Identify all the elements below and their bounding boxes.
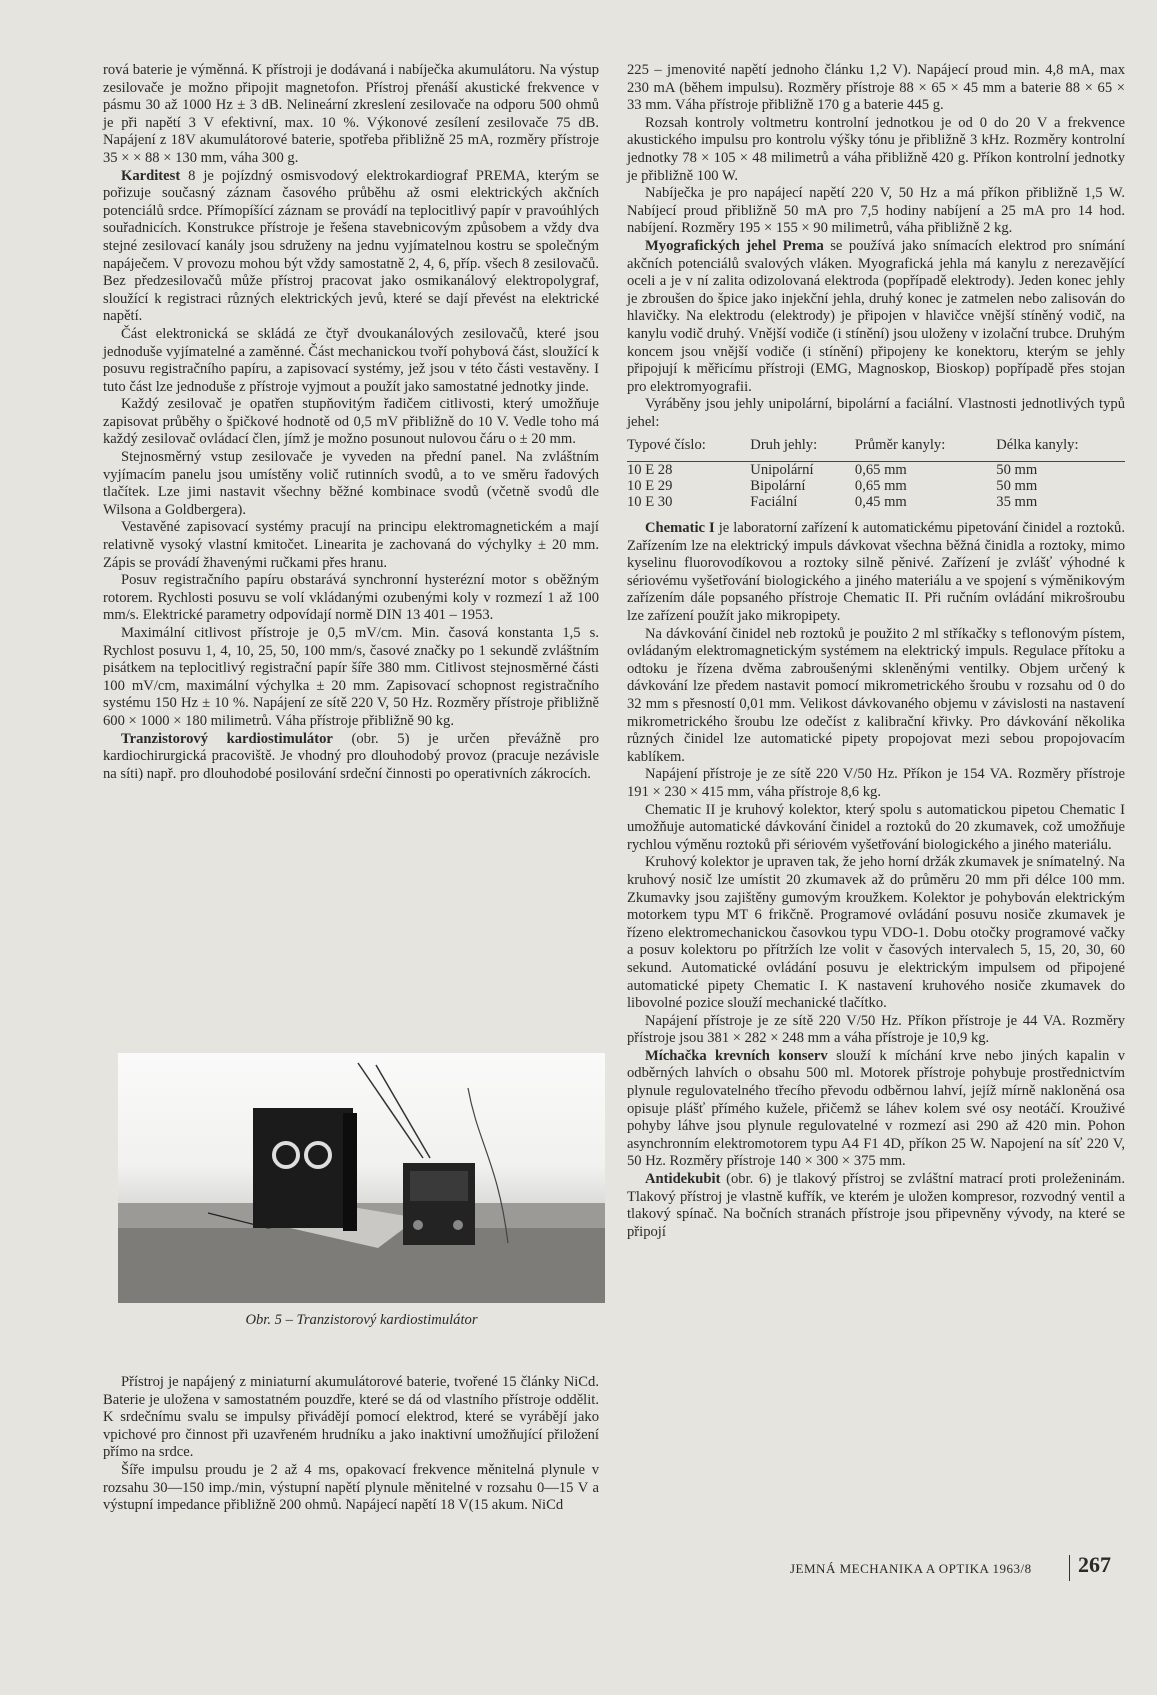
paragraph-myograf: Myografických jehel Prema se používá jako snímacích elektrod pro snímání akčních potenciálů svalových vláken. Myografická jehla má kanylu z nerezavějící oceli a je v ní zalita odizolovaná elektroda (popřípadě elektrody). Jeden konec jehly je zbroušen do špice jako injekční jehla, druhý konec je zatmelen nebo zalisován do hlavičky. Na elektrodu (elektrody) je připojen v hlavičce vnější stíněný vodič, na kanylu vodič druhý. Vnější vodiče (i stínění) jsou uloženy v izolační trubce. Druhým koncem jsou vnější vodiče (i stínění) připojeny ke konektoru, kterým se jehly připojují k měřicímu přístroji (EMG, Magnoskop, Bioskop) popřípadě přes stojan pro elektromyografii.	[627, 237, 1125, 395]
paragraph: Kruhový kolektor je upraven tak, že jeho horní držák zkumavek je snímatelný. Na kruhový nosič lze umístit 20 zkumavek až do průměru 20 mm při délce 100 mm. Zkumavky jsou zajištěny gumovým kroužkem. Kolektor je pohybován elektrickým motorkem typu MT 6 frikčně. Programové ovládání posuvu nosiče zkumavek je řízeno elektromechanickou časovkou typu VDO-1. Dobu otočky programové vačky a posuv kolektoru po přítržích lze volit v časových intervalech 5, 15, 20, 30, 60 sekund. Automatické ovládání posuvu je elektrickým impulsem od připojené automatické pipety Chematic I. K nastavení kruhového nosiče zkumavek do libovolné pozice slouží mechanické tlačítko.	[627, 854, 1125, 1012]
paragraph-michacka: Míchačka krevních konserv slouží k míchání krve nebo jiných kapalin v odběrných lahvích o obsahu 500 ml. Motorek přístroje pohybuje prostřednictvím plynule regulovatelného třecího převodu odběrnou lahví, jejíž mírně nakloněná osa opisuje plášť přímého kužele, přičemž se láhev kolem své osy neotáčí. Krouživé pohyby láhve jsou plynule regulovatelné v rozmezí asi 290 až 420 min. Pohon asynchronním elektromotorem typu A4 F1 4D, příkon 25 W. Napojení na síť 220 V, 50 Hz. Rozměry přístroje 140 × 300 × 375 mm.	[627, 1047, 1125, 1170]
paragraph: Každý zesilovač je opatřen stupňovitým řadičem citlivosti, který umožňuje zapisovat průběhy o špičkové hodnotě od 0,5 mV přibližně do 10 V. Vedle toho má každý zesilovač ovládací člen, jímž je možno posunout nulovou čáru o ± 20 mm.	[103, 396, 599, 448]
table-cell: Bipolární	[750, 478, 806, 495]
table-cell: 50 mm	[996, 478, 1038, 495]
left-column-lower	[103, 1374, 599, 1515]
lead-term: Chematic I	[645, 520, 715, 537]
paragraph: Část elektronická se skládá ze čtyř dvoukanálových zesilovačů, které jsou jednoduše vyjímatelné a zaměnné. Část mechanickou tvoří pohybová část, sloužící k posuvu registračního papíru, a zapisovací systémy, jež jsou v této části vestavěny. I tuto část lze jednoduše z přístroje vyjmout a použít jako samostatné jednotky jinde.	[103, 325, 599, 395]
right-column	[627, 62, 1125, 1241]
table-cell: 10 E 28	[627, 462, 673, 479]
paragraph: rová baterie je výměnná. K přístroji je dodávaná i nabíječka akumulátoru. Na výstup zesilovače je možno připojit magnetofon. Přístroj přenáší akustické frekvence v pásmu 30 až 1000 Hz ± 3 dB. Nelineární zkreslení zesilovače na odporu 500 ohmů je při napětí 3 V efektivní, max. 10 %. Výkonové zesílení zesilovače 75 dB. Napájení z 18V akumulátorové baterie, spotřeba přibližně 25 mA, rozměry přístroje 35 × × 88 × 130 mm, váha 300 g.	[103, 62, 599, 166]
paragraph-karditest: Karditest 8 je pojízdný osmisvodový elektrokardiograf PREMA, kterým se pořizuje současný záznam časového průběhu až osmi elektrických akčních potenciálů srdce. Přímopíšící záznam se provádí na teplocitlivý papír v pravoúhlých souřadnicích. Konstrukce přístroje je řešena stavebnicovým způsobem a vždy dva stejné zesilovací kanály jsou sdruženy na jednu vyjímatelnou kostru se společným napáječem. V provozu mohou být vždy samostatně 2, 4, 6, příp. všech 8 zesilovačů. Bez předzesilovačů může přístroj pracovat jako osmikanálový elektropolygraf, sloužící k registraci různých elektrických jevů, které se dají převést na elektrické napětí.	[103, 167, 599, 325]
figure-photo	[118, 1053, 605, 1303]
paragraph: Vestavěné zapisovací systémy pracují na principu elektromagnetickém a mají relativně vysoký vlastní kmitočet. Linearita je zachovaná do výchylky ± 20 mm. Zápis se provádí žhavenými ručkami přes hranu.	[103, 519, 599, 571]
table-row	[627, 494, 1125, 510]
paragraph: Vyráběny jsou jehly unipolární, bipolární a faciální. Vlastnosti jednotlivých typů jehel:	[627, 396, 1125, 430]
table-row	[627, 462, 1125, 479]
paragraph: 225 – jmenovité napětí jednoho článku 1,2 V). Napájecí proud min. 4,8 mA, max 230 mA (během impulsu). Rozměry přístroje 88 × 65 × 45 mm a baterie 88 × 65 × 33 mm. Váha přístroje přibližně 170 g a baterie 445 g.	[627, 62, 1125, 114]
paragraph: Napájení přístroje je ze sítě 220 V/50 Hz. Příkon je 154 VA. Rozměry přístroje 191 × 230 × 415 mm, váha přístroje 8,6 kg.	[627, 766, 1125, 800]
table-cell: 0,65 mm	[854, 478, 907, 495]
table-cell: 0,65 mm	[854, 462, 907, 479]
paragraph: Nabíječka je pro napájecí napětí 220 V, 50 Hz a má příkon přibližně 1,5 W. Nabíjecí proud přibližně 50 mA pro 7,5 hodiny nabíjení a 25 mA pro 14 hod. nabíjení. Rozměry 195 × 155 × 90 milimetrů, váha přibližně 2 kg.	[627, 185, 1125, 237]
paragraph: Napájení přístroje je ze sítě 220 V/50 Hz. Příkon přístroje je 44 VA. Rozměry přístroje jsou 381 × 282 × 248 mm a váha přístroje je 10,9 kg.	[627, 1012, 1125, 1047]
stimulator-photo-illustration	[118, 1053, 605, 1303]
lead-term: Karditest	[121, 167, 181, 184]
table-header: Délka kanyly:	[996, 437, 1125, 461]
footer-divider	[1069, 1555, 1070, 1581]
table-cell: 10 E 29	[627, 478, 673, 495]
table-cell: Unipolární	[750, 462, 814, 479]
paragraph: Na dávkování činidel neb roztoků je použito 2 ml stříkačky s teflonovým pístem, ovládaným elektromagnetickým systémem na elektrický impuls. Regulace přítoku a odtoku je řízena dvěma zabroušenými skleněnými ventilky. Objem určený k dávkování lze předem nastavit pomocí mikrometrického šroubu v rozsahu od 0 do 32 mm s přesností 0,01 mm. Velikost dávkovaného objemu v závislosti na nastavení mikrometrického šroubu lze odečíst z kalibrační křivky. Pro dávkování několika různých činidel lze automatické pipety propojovat mezi sebou propojovacím kablíkem.	[627, 625, 1125, 765]
paragraph: Posuv registračního papíru obstarává synchronní hysterézní motor s oběžným rotorem. Rychlosti posuvu se volí vkládanými ozubenými koly v rozmezí 1 až 100 mm/s. Elektrické parametry odpovídají normě DIN 13 401 – 1953.	[103, 572, 599, 624]
table-cell: 10 E 30	[627, 494, 673, 511]
table-header: Druh jehly:	[750, 437, 855, 461]
table-cell: 0,45 mm	[854, 494, 907, 511]
paragraph-kardiostimulator: Tranzistorový kardiostimulátor (obr. 5) je určen převážně pro kardiochirurgická pracoviště. Je vhodný pro dlouhodobý provoz (pracuje nezávisle na síti) např. pro dlouhodobé posilování srdeční činnosti po operativních zákrocích.	[103, 730, 599, 782]
paragraph: Přístroj je napájený z miniaturní akumulátorové baterie, tvořené 15 články NiCd. Baterie je uložena v samostatném pouzdře, které se dá od vlastního přístroje oddělit. K srdečnímu svalu se impulsy přivádějí pomocí elektrod, které se vyrábějí jako vpichové pro činnost při uzavřeném hrudníku a jako inaktivní umožňující přiložení přímo na srdce.	[103, 1374, 599, 1461]
lead-term: Tranzistorový kardiostimulátor	[121, 730, 333, 747]
table-row	[627, 478, 1125, 494]
table-cell: 50 mm	[996, 462, 1038, 479]
table-header: Typové číslo:	[627, 437, 750, 461]
lead-term: Míchačka krevních konserv	[645, 1047, 828, 1064]
paragraph: Šíře impulsu proudu je 2 až 4 ms, opakovací frekvence měnitelná plynule v rozsahu 30—150 imp./min, výstupní napětí plynule měnitelné v rozsahu 0—15 V a výstupní impedance přibližně 200 ohmů. Napájecí napětí 18 V(15 akum. NiCd	[103, 1461, 599, 1514]
lead-term: Myografických jehel Prema	[645, 237, 824, 254]
table-cell: 35 mm	[996, 494, 1038, 511]
needle-types-table	[627, 437, 1125, 510]
left-column	[103, 62, 599, 783]
paragraph-antidekubit: Antidekubit (obr. 6) je tlakový přístroj se zvláštní matrací proti proleženinám. Tlakový přístroj je vlastně kufřík, ve kterém je uložen kompresor, rozvodný ventil a tlakový spínač. Na bočních stranách přístroje jsou připevněny vývody, na které se připojí	[627, 1171, 1125, 1240]
table-cell: Faciální	[750, 494, 798, 511]
lead-term: Antidekubit	[645, 1171, 721, 1188]
page-number: 267	[1078, 1552, 1111, 1577]
journal-footer: JEMNÁ MECHANIKA A OPTIKA 1963/8	[790, 1561, 1032, 1576]
figure-caption: Obr. 5 – Tranzistorový kardiostimulátor	[245, 1312, 478, 1328]
paragraph: Maximální citlivost přístroje je 0,5 mV/cm. Min. časová konstanta 1,5 s. Rychlost posuvu 1, 4, 10, 25, 50, 100 mm/s, časové značky po 1 sekundě zvláštním pisátkem na teplocitlivý registrační papír šíře 380 mm. Citlivost stejnosměrné části 100 mV/cm, maximální výchylka ± 20 mm. Zapisovací schopnost registračního systému 150 Hz ± 10 %. Napájení ze sítě 220 V, 50 Hz. Rozměry přístroje přibližně 600 × 1000 × 180 milimetrů. Váha přístroje přibližně 90 kg.	[103, 625, 599, 729]
table-header: Průměr kanyly:	[855, 437, 996, 461]
paragraph: Rozsah kontroly voltmetru kontrolní jednotkou je od 0 do 20 V a frekvence akustického impulsu pro kontrolu výšky tónu je přibližně 3 kHz. Rozměry kontrolní jednotky 78 × 105 × 48 milimetrů a váha přibližně 420 g. Příkon kontrolní jednotky je přibližně 100 W.	[627, 114, 1125, 184]
paragraph: Stejnosměrný vstup zesilovače je vyveden na přední panel. Na zvláštním vyjímacím panelu jsou umístěny volič rutinních svodů, a to ve směru řadových tlačítek. Lze jimi nastavit všechny běžné kombinace svodů (včetně svodů dle Wilsona a Goldbergera).	[103, 449, 599, 518]
table-header-row	[627, 437, 1125, 461]
paragraph-chematic: Chematic I je laboratorní zařízení k automatickému pipetování činidel a roztoků. Zařízením lze na elektrický impuls dávkovat všechna běžná činidla a roztoky, mimo kyselinu fluorovodíkovou a roztoky silně pěnivé. Zařízení je zvlášť výhodné k sériovému vyšetřování biologického a jiného materiálu a ve spojení s výměnikovým zařízením dále popsaného přístroje Chematic II. Při ručním ovládání mikrošroubu lze zařízení použít jako mikropipety.	[627, 520, 1125, 625]
paragraph-chematic-2: Chematic II je kruhový kolektor, který spolu s automatickou pipetou Chematic I umožňuje automatické dávkování činidel a roztoků do 20 zkumavek, což umožňuje rychlou výměnu roztoků při sériovém vyšetřování biologického a jiného materiálu.	[627, 801, 1125, 853]
